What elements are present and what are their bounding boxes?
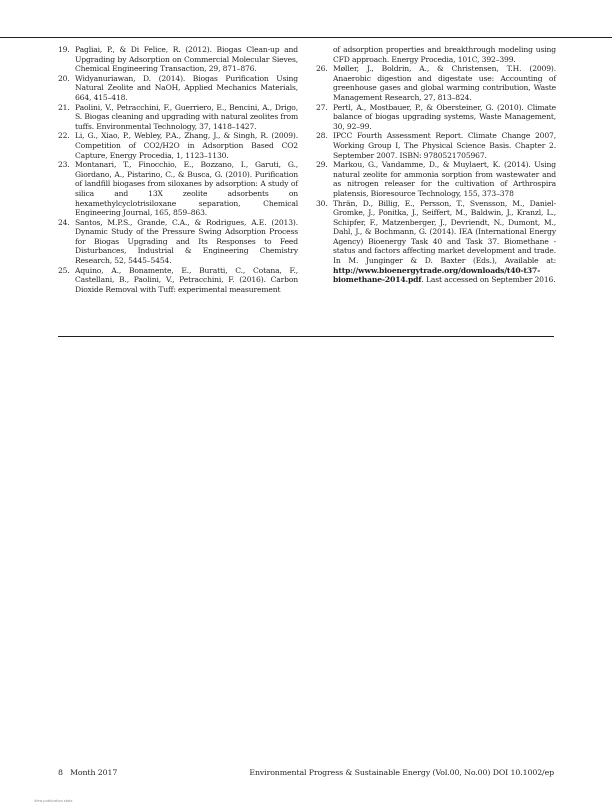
reference-text: Aquino, A., Bonamente, E., Buratti, C., Cotana, F., Castellani, B., Paolini, V., Petracchini, F. (2016). Carbon Dioxide Removal with Tuff: experimental measurement — [75, 265, 298, 294]
reference-column-left — [58, 45, 298, 294]
reference-text: Li, G., Xiao, P., Webley, P.A., Zhang, J., & Singh, R. (2009). Competition of CO2/H2O in Adsorption Based CO2 Capture, Energy Procedia, 1, 1123–1130. — [75, 131, 298, 160]
reference-number: 28. — [316, 131, 328, 141]
reference-item — [58, 218, 298, 266]
reference-number: 25. — [58, 265, 70, 275]
reference-item — [58, 131, 298, 160]
footer-date: Month 2017 — [70, 768, 118, 777]
reference-text: Pagliai, P., & Di Felice, R. (2012). Biogas Clean-up and Upgrading by Adsorption on Commercial Molecular Sieves, Chemical Engineering Transaction, 29, 871–876. — [75, 45, 298, 74]
reference-list-left — [58, 45, 298, 294]
reference-item-30 — [316, 199, 556, 285]
reference-text-end: . Last accessed on September 2016. — [421, 275, 556, 285]
reference-item — [58, 103, 298, 132]
reference-url-link[interactable]: http://www.bioenergytrade.org/downloads/t40-t37-biomethane-2014.pdf — [333, 265, 541, 285]
publication-stats-link[interactable]: View publication stats — [34, 799, 73, 803]
footer-journal: Environmental Progress & Sustainable Energy (Vol.00, No.00) DOI 10.1002/ep — [249, 768, 554, 777]
reference-number: 30. — [316, 198, 328, 208]
reference-item — [316, 64, 556, 102]
reference-text: Thrän, D., Billig, E., Persson, T., Svensson, M., Daniel-Gromke, J., Ponitka, J., Seiffert, M., Baldwin, J., Kranzl, L., Schipfer, F., Matzenberger, J., Devriendt, N., Dumont, M., Dahl, J., & Bochmann, G. (2014). IEA (International Energy Agency) Bioenergy Task 40 and Task 37. Biomethane - status and factors affecting market development and trade. In M. Junginger & D. Baxter (Eds.), Available at: — [333, 198, 556, 266]
reference-text: Montanari, T., Finocchio, E., Bozzano, I., Garuti, G., Giordano, A., Pistarino, C., & Busca, G. (2010). Purification of landfill biogases from siloxanes by adsorption: A study of silica and 13X zeolite adsorbents on hexamethylcyclotrisiloxane separation, Chemical Engineering Journal, 165, 859–863. — [75, 160, 298, 218]
reference-text: Pertl, A., Mostbauer, P., & Obersteiner, G. (2010). Climate balance of biogas upgrading systems, Waste Management, 30, 92–99. — [333, 102, 556, 131]
reference-number: 26. — [316, 64, 328, 74]
reference-text: Widyanuriawan, D. (2014). Biogas Purification Using Natural Zeolite and NaOH, Applied Mechanics Materials, 664, 415–418. — [75, 73, 298, 102]
reference-number: 19. — [58, 45, 70, 54]
reference-number: 29. — [316, 160, 328, 170]
top-rule — [0, 37, 612, 38]
reference-text: Markou, G., Vandamme, D., & Muylaert, K. (2014). Using natural zeolite for ammonia sorption from wastewater and as nitrogen releaser for the cultivation of Arthrospira platensis, Bioresource Technology, 155, 373–378 — [333, 160, 556, 198]
reference-number: 23. — [58, 160, 70, 170]
bottom-rule — [58, 336, 554, 337]
reference-item — [58, 266, 298, 295]
reference-number: 22. — [58, 131, 70, 141]
footer-left — [58, 768, 117, 778]
reference-item — [316, 160, 556, 198]
reference-number: 27. — [316, 102, 328, 112]
reference-item — [58, 45, 298, 74]
reference-text: Santos, M.P.S., Grande, C.A., & Rodrigues, A.E. (2013). Dynamic Study of the Pressure Swing Adsorption Process for Biogas Upgrading and Its Responses to Feed Disturbances, Industrial & Engineering Chemistry Research, 52, 5445–5454. — [75, 217, 298, 266]
reference-item — [58, 160, 298, 218]
reference-number: 20. — [58, 73, 70, 83]
reference-number: 21. — [58, 102, 70, 112]
reference-text: IPCC Fourth Assessment Report. Climate Change 2007, Working Group I, The Physical Science Basis. Chapter 2. September 2007. ISBN: 9780521705967. — [333, 131, 556, 160]
reference-text: Møller, J., Boldrin, A., & Christensen, T.H. (2009). Anaerobic digestion and digestate use: Accounting of greenhouse gases and global warming contribution, Waste Management Research, 27, 813–824. — [333, 64, 556, 102]
reference-item — [316, 131, 556, 160]
reference-column-right — [316, 45, 556, 285]
reference-number: 24. — [58, 217, 70, 227]
page-number: 8 — [58, 768, 63, 777]
reference-list-right — [316, 64, 556, 198]
reference-text: Paolini, V., Petracchini, F., Guerriero, E., Bencini, A., Drigo, S. Biogas cleaning and upgrading with natural zeolites from tuffs. Environmental Technology, 37, 1418–1427. — [75, 102, 298, 131]
reference-25-continuation: of adsorption properties and breakthrough modeling using CFD approach. Energy Procedia, 101C, 392–399. — [333, 45, 556, 64]
reference-item — [58, 74, 298, 103]
reference-item — [316, 103, 556, 132]
